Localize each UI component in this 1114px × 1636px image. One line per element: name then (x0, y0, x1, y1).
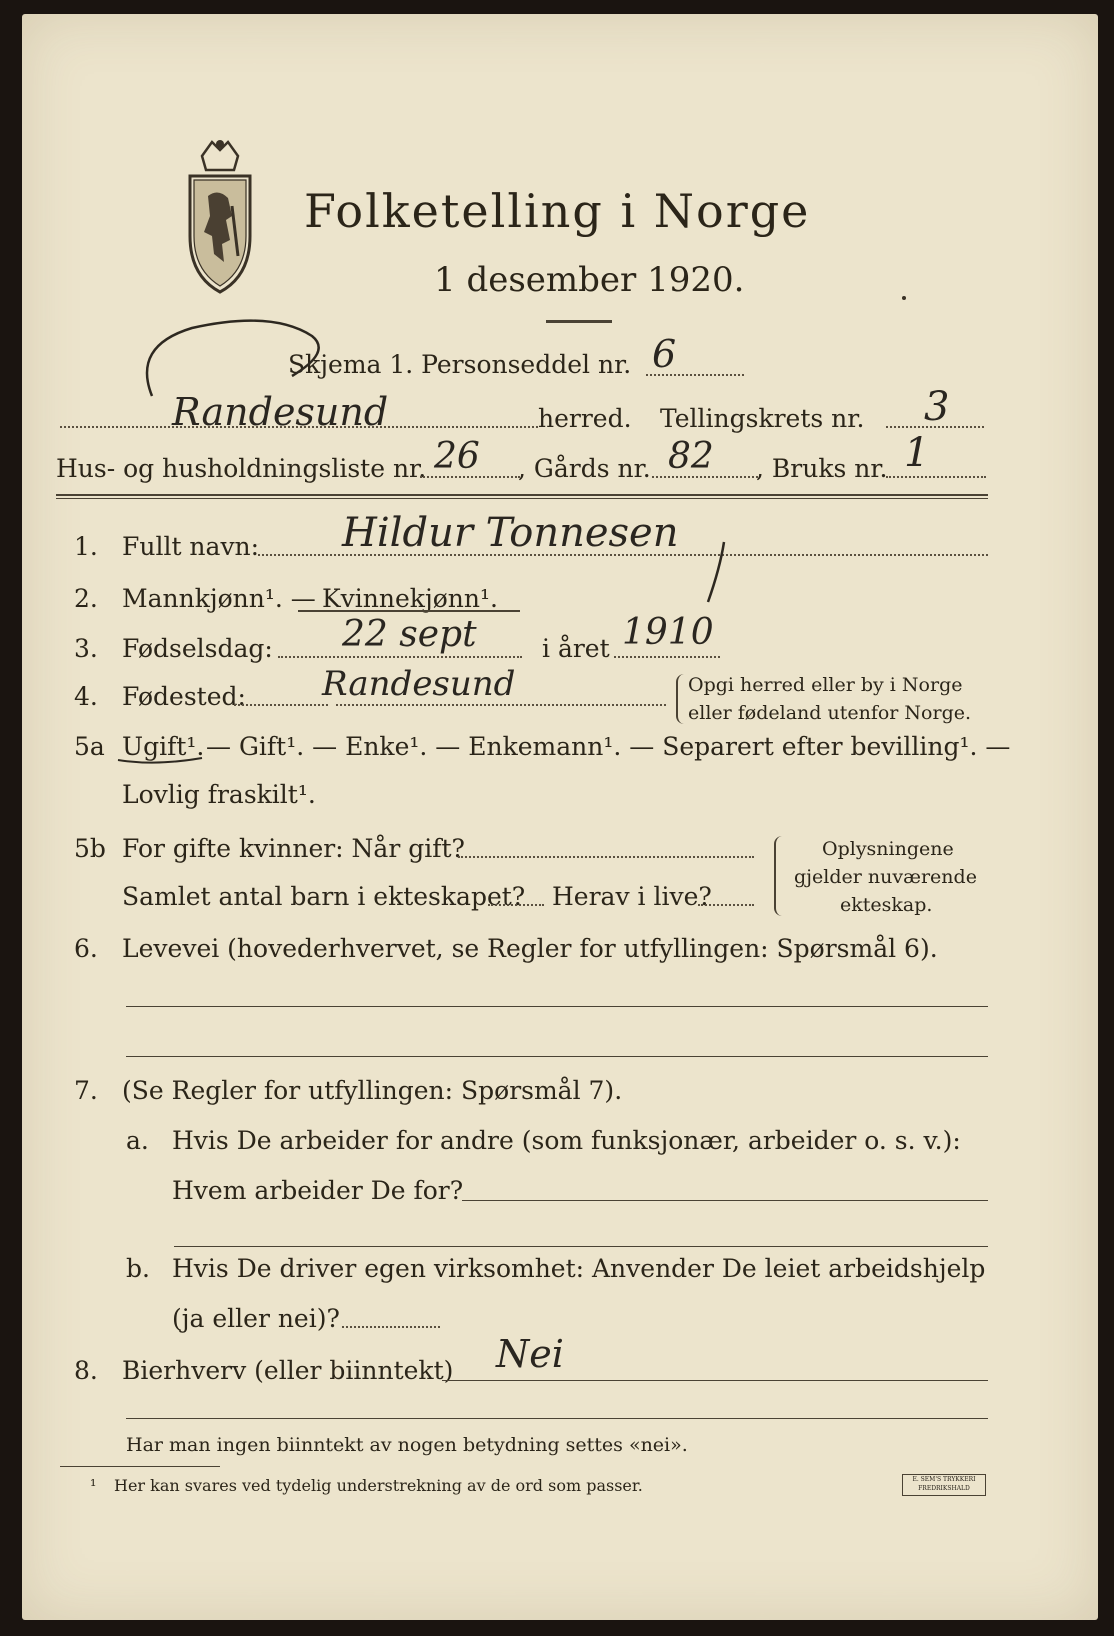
q5b-note-3: ekteskap. (840, 894, 933, 916)
section-divider-top-2 (56, 498, 988, 499)
q7b-text-2: (ja eller nei)? (172, 1304, 340, 1333)
herred-dotline (60, 426, 538, 428)
q8-answer-line (442, 1380, 988, 1381)
year-dotline (614, 656, 720, 658)
q6-answer-line-2 (126, 1056, 988, 1057)
q5b-dotline-3 (698, 904, 754, 906)
q5b-note-1: Oplysningene (822, 838, 954, 860)
q4-brace (676, 674, 684, 724)
q5b-note-2: gjelder nuværende (794, 866, 977, 888)
q5b-label: For gifte kvinner: Når gift? (122, 834, 465, 863)
footnote-rule (60, 1466, 220, 1467)
q5a-ugift: Ugift¹. (122, 732, 205, 761)
bruks-number: 1 (904, 430, 930, 476)
q5b-alive-label: Herav i live? (552, 882, 712, 911)
q5b-number: 5b (74, 834, 106, 863)
q5b-dotline-1 (458, 856, 754, 858)
gards-label: , Gårds nr. (518, 454, 651, 483)
coat-of-arms-icon (172, 136, 268, 296)
q5a-options: — Gift¹. — Enke¹. — Enkemann¹. — Separert efter bevilling¹. — (206, 732, 1011, 761)
full-name-value: Hildur Tonnesen (342, 510, 679, 556)
q5b-dotline-2 (488, 904, 544, 906)
female-underline (298, 610, 520, 612)
q7b-dotline (342, 1326, 440, 1328)
q5b-brace (774, 836, 782, 916)
title-divider (546, 320, 612, 323)
gards-number: 82 (668, 436, 714, 477)
q6-number: 6. (74, 934, 98, 963)
birth-year-value: 1910 (622, 612, 714, 653)
q4-note-1: Opgi herred eller by i Norge (688, 674, 963, 696)
q5a-fraskilt: Lovlig fraskilt¹. (122, 780, 316, 809)
printer-stamp: E. SEM'S TRYKKERI FREDRIKSHALD (902, 1474, 986, 1496)
q7-label: (Se Regler for utfyllingen: Spørsmål 7). (122, 1076, 623, 1105)
herred-value: Randesund (172, 390, 389, 434)
q5b-children-label: Samlet antal barn i ekteskapet? (122, 882, 526, 911)
bruks-dotline (886, 476, 986, 478)
side-income-value: Nei (496, 1332, 564, 1376)
q7-number: 7. (74, 1076, 98, 1105)
q5a-number: 5a (74, 732, 105, 761)
q2-number: 2. (74, 584, 98, 613)
q8-label: Bierhverv (eller biinntekt) (122, 1356, 454, 1385)
tellingskrets-number: 3 (924, 384, 950, 430)
q7b-number: b. (126, 1254, 150, 1283)
personseddel-number: 6 (652, 332, 677, 376)
section-divider-top (56, 494, 988, 496)
bruks-label: , Bruks nr. (756, 454, 888, 483)
q4-note-2: eller fødeland utenfor Norge. (688, 702, 972, 724)
census-date: 1 desember 1920. (434, 260, 745, 300)
q4-number: 4. (74, 682, 98, 711)
hus-label: Hus- og husholdningsliste nr. (56, 454, 427, 483)
q6-answer-line-1 (126, 1006, 988, 1007)
ink-dot (902, 296, 906, 300)
q2-female-label: Kvinnekjønn¹. (322, 584, 498, 613)
q1-number: 1. (74, 532, 98, 561)
schema-label: Skjema 1. Personseddel nr. (288, 350, 632, 379)
year-label: i året (542, 634, 610, 663)
footnote-text: Her kan svares ved tydelig understrekning av de ord som passer. (114, 1476, 643, 1495)
q4-label: Fødested: (122, 682, 246, 711)
q7a-text-2: Hvem arbeider De for? (172, 1176, 464, 1205)
q4-dotline-2 (336, 704, 666, 706)
q3-label: Fødselsdag: (122, 634, 273, 663)
q7a-answer-line-2 (174, 1246, 988, 1247)
q8-answer-line-2 (126, 1418, 988, 1419)
birthplace-value: Randesund (322, 664, 516, 704)
birthday-value: 22 sept (342, 614, 477, 655)
census-form (22, 14, 1098, 1620)
q3-dotline (278, 656, 522, 658)
footnote-marker: ¹ (90, 1476, 97, 1495)
footer-note: Har man ingen biinntekt av nogen betydning settes «nei». (126, 1434, 688, 1456)
ugift-underline-mark (116, 752, 206, 768)
q7a-text: Hvis De arbeider for andre (som funksjonær, arbeider o. s. v.): (172, 1126, 961, 1155)
herred-label: herred. (538, 404, 632, 433)
q4-dotline-1 (234, 704, 328, 706)
q7b-text: Hvis De driver egen virksomhet: Anvender De leiet arbeidshjelp (172, 1254, 986, 1283)
q1-label: Fullt navn: (122, 532, 260, 561)
pen-stroke-mark (698, 538, 738, 608)
q3-number: 3. (74, 634, 98, 663)
q7a-answer-line (462, 1200, 988, 1201)
q6-label: Levevei (hovederhvervet, se Regler for utfyllingen: Spørsmål 6). (122, 934, 938, 963)
form-title: Folketelling i Norge (304, 184, 811, 238)
q7a-number: a. (126, 1126, 149, 1155)
tellingskrets-label: Tellingskrets nr. (660, 404, 865, 433)
hus-number: 26 (434, 436, 480, 477)
q2-male-label: Mannkjønn¹. — (122, 584, 316, 613)
q8-number: 8. (74, 1356, 98, 1385)
